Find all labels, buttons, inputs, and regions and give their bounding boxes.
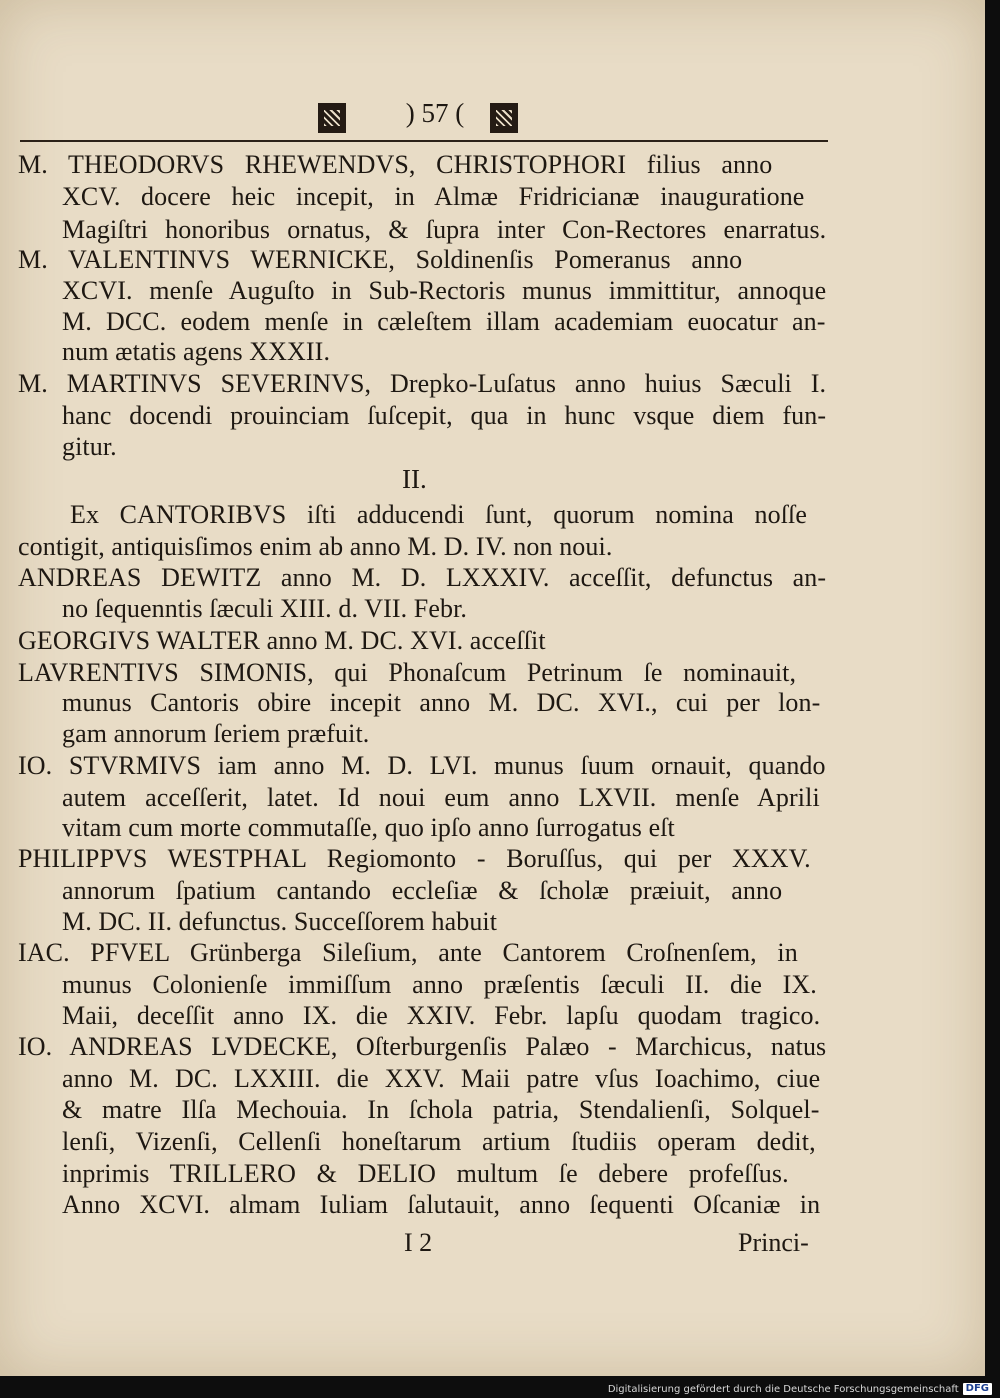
text-line: GEORGIVS WALTER anno M. DC. XVI. acceſſit <box>18 626 546 655</box>
text-line: XCV. docere heic incepit, in Almæ Fridricianæ inauguratione <box>62 182 805 211</box>
catchword: Princi- <box>738 1228 809 1257</box>
text-line: Magiſtri honoribus ornatus, & ſupra inter Con-Rectores enarratus. <box>62 215 827 244</box>
text-line: PHILIPPVS WESTPHAL Regiomonto - Boruſſus, qui per XXXV. <box>18 844 811 873</box>
text-line: M. THEODORVS RHEWENDVS, CHRISTOPHORI filius anno <box>18 150 773 179</box>
text-line: & matre Ilſa Mechouia. In ſchola patria, Stendalienſi, Solquel- <box>62 1095 820 1124</box>
text-line: gam annorum ſeriem præfuit. <box>62 719 370 748</box>
text-line: contigit, antiquisſimos enim ab anno M. D. IV. non noui. <box>18 532 613 561</box>
dfg-logo-icon: DFG <box>963 1383 992 1395</box>
text-line: ANDREAS DEWITZ anno M. D. LXXXIV. acceſſit, defunctus an- <box>18 563 827 592</box>
text-line: Ex CANTORIBVS iſti adducendi ſunt, quorum nomina noſſe <box>70 500 807 529</box>
text-line: M. DC. II. defunctus. Succeſſorem habuit <box>62 907 498 936</box>
text-line: munus Colonienſe immiſſum anno præſentis ſæculi II. die IX. <box>62 970 817 999</box>
text-line: M. VALENTINVS WERNICKE, Soldinenſis Pomeranus anno <box>18 245 743 274</box>
text-line: IAC. PFVEL Grünberga Sileſium, ante Cantorem Croſnenſem, in <box>18 938 798 967</box>
text-line: XCVI. menſe Auguſto in Sub-Rectoris munus immittitur, annoque <box>62 276 827 305</box>
text-line: munus Cantoris obire incepit anno M. DC. XVI., cui per lon- <box>62 688 821 717</box>
footer-credit <box>608 1383 992 1395</box>
text-line: hanc docendi prouinciam ſuſcepit, qua in hunc vsque diem fun- <box>62 401 827 430</box>
text-line: M. DCC. eodem menſe in cæleſtem illam academiam euocatur an- <box>62 307 826 336</box>
text-line: autem acceſſerit, latet. Id noui eum anno LXVII. menſe Aprili <box>62 783 820 812</box>
text-line: anno M. DC. LXXIII. die XXV. Maii patre vſus Ioachimo, ciue <box>62 1064 821 1093</box>
text-line: IO. STVRMIVS iam anno M. D. LVI. munus ſuum ornauit, quando <box>18 751 826 780</box>
header-rule <box>20 140 828 142</box>
signature-mark: I 2 <box>404 1228 433 1257</box>
text-line: inprimis TRILLERO & DELIO multum ſe debere profeſſus. <box>62 1159 789 1188</box>
section-heading: II. <box>402 464 427 494</box>
right-ornament-icon <box>490 103 518 133</box>
text-line: lenſi, Vizenſi, Cellenſi honeſtarum artium ſtudiis operam dedit, <box>62 1127 816 1156</box>
text-line: num ætatis agens XXXII. <box>62 337 331 366</box>
text-line: no ſequenntis ſæculi XIII. d. VII. Febr. <box>62 594 468 623</box>
footer-text: Digitalisierung gefördert durch die Deutsche Forschungsgemeinschaft <box>607 1383 959 1395</box>
text-line: IO. ANDREAS LVDECKE, Oſterburgenſis Palæo - Marchicus, natus <box>18 1032 827 1061</box>
text-line: vitam cum morte commutaſſe, quo ipſo anno ſurrogatus eſt <box>62 813 675 842</box>
text-line: gitur. <box>62 432 117 461</box>
page-number: ) 57 ( <box>405 98 465 128</box>
text-line: annorum ſpatium cantando eccleſiæ & ſcholæ præiuit, anno <box>62 876 783 905</box>
text-line: Anno XCVI. almam Iuliam ſalutauit, anno ſequenti Oſcaniæ in <box>62 1190 821 1219</box>
text-line: LAVRENTIVS SIMONIS, qui Phonaſcum Petrinum ſe nominauit, <box>18 658 797 687</box>
text-line: Maii, deceſſit anno IX. die XXIV. Febr. lapſu quodam tragico. <box>62 1001 821 1030</box>
text-line: M. MARTINVS SEVERINVS, Drepko-Luſatus anno huius Sæculi I. <box>18 369 827 398</box>
left-ornament-icon <box>318 103 346 133</box>
